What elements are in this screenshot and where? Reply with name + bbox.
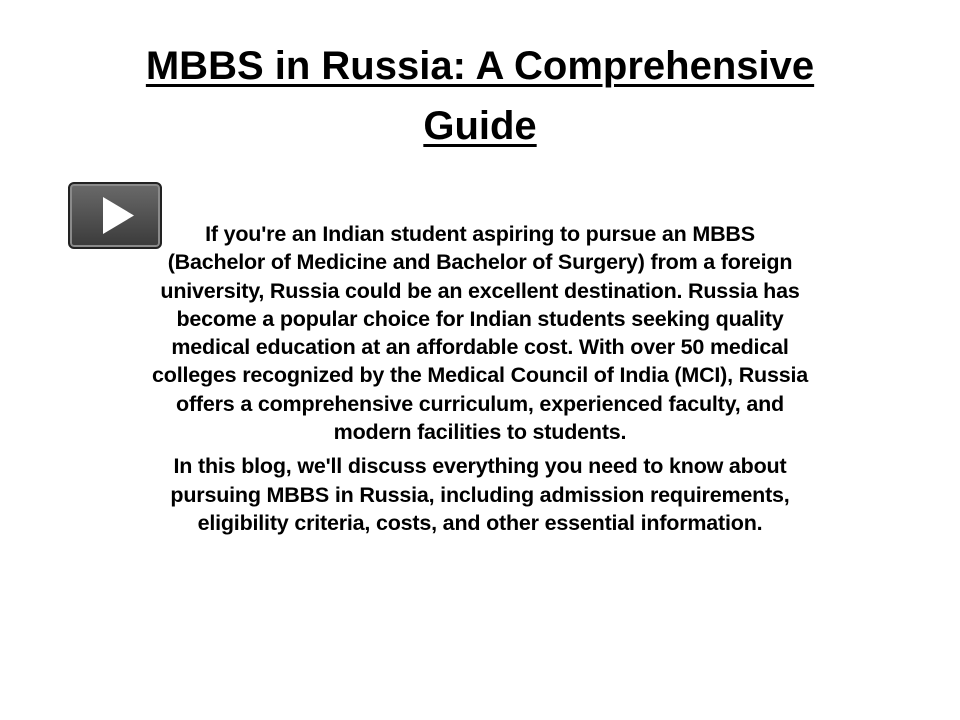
paragraph-blog: [0, 452, 960, 537]
slide-title: [0, 36, 960, 156]
text-line: pursuing MBBS in Russia, including admission requirements,: [170, 482, 790, 507]
text-line: offers a comprehensive curriculum, experienced faculty, and: [176, 391, 784, 416]
play-icon: [70, 184, 160, 247]
text-line: modern facilities to students.: [333, 420, 627, 445]
paragraph-intro: [0, 220, 960, 446]
text-line: (Bachelor of Medicine and Bachelor of Surgery) from a foreign: [167, 250, 793, 275]
text-line: In this blog, we'll discuss everything you need to know about: [173, 454, 787, 479]
text-line: eligibility criteria, costs, and other essential information.: [197, 510, 763, 535]
title-line: Guide: [423, 104, 537, 148]
text-line: colleges recognized by the Medical Council of India (MCI), Russia: [152, 363, 808, 388]
slide-body: [0, 220, 960, 537]
text-line: university, Russia could be an excellent destination. Russia has: [160, 278, 800, 303]
text-line: If you're an Indian student aspiring to pursue an MBBS: [205, 222, 755, 246]
text-line: become a popular choice for Indian students seeking quality: [176, 306, 784, 331]
title-line: MBBS in Russia: A Comprehensive: [145, 44, 815, 88]
text-line: medical education at an affordable cost. With over 50 medical: [171, 335, 789, 360]
play-button[interactable]: [68, 182, 162, 249]
